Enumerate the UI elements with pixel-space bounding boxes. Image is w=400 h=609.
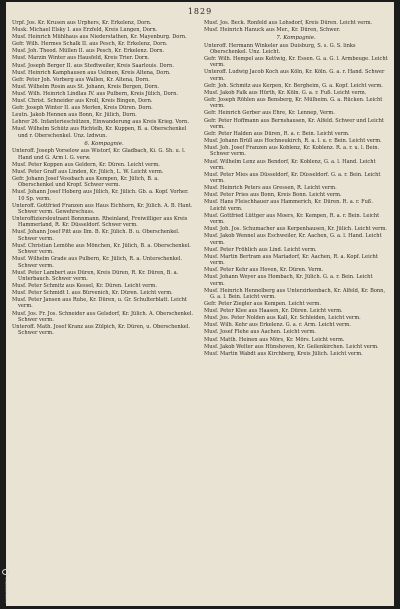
list-entry: Unteroff. Math. Josef Kranz aus Zülpich, Kr. Düren, u. Oberschenkel. Schwer verm. — [12, 323, 191, 337]
list-entry: Musf. Marzin Winter aus Hausfeld, Kreis Trier. Dorn. — [12, 55, 150, 62]
list-entry: Musf. Heinrich Kamphausen aus Uelmen, Kreis Altena, Dorn. — [12, 69, 171, 76]
list-entry: Musf. Joseph Berger II. aus Stedtweiler, Kreis Saarlouis. Dorn. — [12, 62, 174, 69]
list-entry: Musf. Jakob Welter aus Hünshoven, Kr. Geilenkirchen. Leicht verm. — [204, 343, 379, 350]
list-entry: Musf. Jakob Falk aus Hürth, Kr. Köln. G. a. r. Fuß. Leicht verm. — [204, 89, 367, 96]
library-seal-icon — [2, 569, 10, 575]
list-entry: Unteroff. Hermann Winkeler aus Duisburg, S. s. G. S. links Oberschenkel. Unz. Leicht. — [204, 42, 356, 55]
list-entry: Musf. Johann Brüll aus Hochneukirch, R. a. l. u. r. Bein. Leicht verm. — [204, 138, 382, 145]
list-entry: Musf. Heinrich Peters aus Gressen, R. Leicht verm. — [204, 185, 337, 192]
section-heading: 7. Kompagnie. — [276, 35, 316, 42]
document-page — [6, 2, 394, 606]
list-entry: Musf. Wilhelm Rosin aus St. Johann, Kreis Bergen, Dorn. — [12, 83, 160, 90]
list-entry: Musf. Josef Flehe aus Aachen. Leicht verm. — [204, 329, 316, 336]
list-entry: Unteroff. Ludwig Jacob Koch aus Köln, Kr. Köln. G. a. r. Hand. Schwer verm. — [204, 69, 385, 82]
list-entry: Gefr. Peter Joh. Vorberg aus Wallen, Kr. Altena, Dorn. — [12, 76, 150, 83]
list-entry: Unteroff. Joseph Vorselow aus Wistorf, Kr. Gladbach, Ki. G. Sh. u. l. Hand und G. Arm l. G. verw. — [12, 148, 186, 161]
page-number: 1829 — [187, 7, 213, 16]
list-entry: Musf. Peter Fröhlich aus Lind. Leicht verm. — [204, 246, 317, 253]
list-entry: Musf. Peter Graff aus Linden, Kr. Jülich, L. W. Leicht verm. — [12, 168, 164, 175]
list-entry: Gefr. Heinrich Gerber aus Ehre, Kr. Lennep, Verm. — [204, 110, 335, 117]
list-entry: Musf. Peter Koppen aus Geldern, Kr. Düren. Leicht verm. — [12, 161, 160, 168]
list-entry: Musf. Johann Weyer aus Hombach, Kr. Jülich. G. a. r. Bein. Leicht verm. — [204, 274, 373, 287]
list-entry: Musf. Johann Josef Hoberg aus Jülich, Kr. Jülich. Gb. a. Kopf. Vorher. 10 Sp. verm. — [12, 189, 189, 202]
list-entry: Musf. Wilhelm Grade aus Pulbern, Kr. Jülich, R. a. Unterschenkel. Schwer verm. — [12, 256, 183, 269]
list-entry: Musf. Johann Josef Pitt aus Ilm. B. Kr. Jülich. B. u. Oberschenkel. Schwer verm. — [12, 229, 180, 242]
list-entry: Musf. Jos. Peter Nolden aus Kall, Kr. Schleiden, Leicht verm. — [204, 315, 361, 322]
list-entry: Musf. Wilh. Heinrich Lindlau IV. aus Pulbern, Kreis Jülich, Dorn. — [12, 90, 178, 97]
library-logo-text: Landesbibliothek — [4, 577, 8, 603]
list-entry: Musf. Gottfried Lüttger aus Moers, Kr. Kempen, R. a. r. Bein. Leicht verm. — [204, 212, 380, 226]
list-entry: Musf. Jakob Wennel aus Eschweiler, Kr. Aachen, G. a. l. Hand. Leicht verm. — [204, 233, 382, 246]
list-entry: Musf. Heinrich Mühlhaus aus Niederstathen, Kr. Mayenburg. Dorn. — [12, 34, 187, 41]
list-entry: Unteroffiziersleutnant Bonnmann. Rheinland, Freiwilliger aus Kreis Hammerland, R. Kr. Düsseldorf. Schwer verm. — [12, 216, 188, 229]
list-entry: Leutn. Jakob Hennen aus Bonn, Kr. Jülich, Dorn. — [12, 112, 137, 119]
list-entry: Musk. Michael Elsky I. aus Erzfeld, Kreis Lungen, Dorn. — [12, 27, 158, 34]
list-entry: Gefr. Joseph Winter II. aus Merlen, Kreis Düren. Dorn. — [12, 105, 153, 112]
list-entry: Musf. Peter Lambert aus Düren, Kreis Düren, R. Kr. Düren, B. a. Unterbauch. Schwer verm. — [12, 269, 179, 282]
list-entry: Gefr. Wilh. Hermes Schalk II. aus Pesch, Kr. Erkelenz, Dorn. — [12, 41, 168, 48]
list-entry: Musf. Martin Bertram aus Mariadorf, Kr. Aachen, R. a. Kopf. Leicht verm. — [204, 253, 378, 267]
list-entry: Musf. Wilhelm Schütz aus Richtelb, Kr. Kuppen, B. a. Oberschenkel und r. Oberschenkel. Unz. lzdwun. — [12, 126, 187, 139]
list-entry: Musf. Jos. Beck. Ronfeld aus Lohsdorf, Kreis Düren. Leicht verm. — [204, 20, 373, 26]
library-logo — [0, 569, 12, 603]
list-entry: Musf. Peter Kehr aus Hoven, Kr. Düren. Verm. — [204, 267, 324, 274]
list-entry: Musf. Peter Klee aus Haasen, Kr. Düren. Leicht verm. — [204, 308, 343, 315]
list-entry: Gefr. Peter Ziegler aus Kempen. Leicht verm. — [204, 301, 322, 308]
list-entry: Musf. Wilh. Kehr aus Erkelenz. G. a. r. Arm. Leicht verm. — [204, 322, 351, 329]
list-entry: Musf. Peter Pries aus Bonn, Kreis Bonn. Leicht verm. — [204, 192, 342, 199]
list-entry: Musf. Joh. Jos. Schumacher aus Kerpenhausen, Kr. Jülich. Leicht verm. — [204, 226, 388, 233]
section-heading: 6. Kompagnie. — [84, 141, 124, 147]
list-entry: Musf. Joh. Theod. Müllen II. aus Pesch, Kr. Erkelenz. Dorn. — [12, 48, 165, 55]
list-entry: Gefr. Joseph Röhlen aus Bensberg, Kr. Mülheim. G. a. Rücken. Leicht verm. — [204, 97, 383, 110]
list-entry: Musf. Peter Schmidt I. aus Bürvenich, Kr. Düren. Leicht verm. — [12, 290, 173, 297]
list-entry: Musf. Joh. Josef Franzen aus Koblenz, Kr. Koblenz. R. a. r. u. l. Bein. Schwer verm. — [204, 145, 380, 158]
list-entry: Musf. Christ. Schneider aus Kroll, Kreis Bingen, Dorn. — [12, 98, 153, 105]
list-entry: Musf. Peter Mies aus Düsseldorf, Kr. Düsseldorf. G. a. r. Bein. Leicht verm. — [204, 171, 381, 185]
list-entry: Musf. Christian Lemöhe aus Mönchen, Kr. Jülich, B. a. Oberschenkel. Schwer verm. — [12, 242, 191, 256]
list-entry: Gefr. Wilh. Hempel aus Kettwig, Kr. Essen. G. a. G. l. Armbeuge. Leicht verm. — [204, 56, 388, 69]
list-entry: Lehrer 26. Infanterieschützen, Einwanderung aus Kreis Krieg. Vorn. — [12, 119, 189, 126]
left-column — [12, 20, 196, 358]
list-entry: Musf. Jos. Fr. Jos. Schneider aus Gelsdorf, Kr. Jülich. A. Oberschenkel. Schwer verm. — [12, 310, 194, 323]
list-entry: Gefr. Johann Josef Vossbach aus Kempen, Kr. Jülich, B. a. Oberschenkel und Kropf. Schwer verm. — [12, 175, 159, 189]
list-entry: Urpf. Jos. Kr. Krusen aus Urphers, Kr. Erkelenz, Dorn. — [12, 20, 152, 26]
list-entry: Musf. Peter Schmitz aus Kessel, Kr. Düren. Leicht verm. — [12, 283, 158, 289]
list-entry: Musf. Martin Wabdt aus Kirchberg, Kreis Jülich. Leicht verm. — [204, 350, 363, 357]
list-entry: Musf. Heinrich Hanuck aus Mer., Kr. Düren, Schwer. — [204, 27, 341, 34]
right-column — [204, 20, 388, 358]
list-entry: Musf. Matth. Heinen aus Mörs, Kr. Mörs. Leicht verm. — [204, 336, 345, 343]
list-entry: Gefr. Joh. Schmitz aus Kerpen, Kr. Bergheim, G. a. Kopf. Leicht verm. — [204, 82, 383, 89]
list-entry: Gefr. Peter Halden aus Düren, R. a. r. Bein. Leicht verm. — [204, 130, 350, 137]
columns — [12, 20, 388, 358]
list-entry: Musf. Peter Jansen aus Ruhe, Kr. Düren, u. Gr. Schulterblatt. Leicht verm. — [12, 297, 187, 310]
list-entry: Unteroff. Gottfried Franzen aus Haus Eichhorn, Kr. Jülich. A. B. Hant. Schwer verm. Gewehrschuss. — [12, 202, 193, 215]
list-entry: Gefr. Peter Hoffmann aus Bernshausen, Kr. Alfeld. Schwer und Leicht verm. — [204, 117, 384, 130]
list-entry: Musf. Hans Fleischhauer aus Hammerich, Kr. Düren. R. a. r. Fuß. Leicht verm. — [204, 199, 373, 212]
list-entry: Musf. Heinrich Hennelberg aus Unterzirkenbach, Kr. Alfeld, Kr. Bonn, G. a. l. Bein. Leicht verm. — [204, 287, 386, 300]
list-entry: Musf. Wilhelm Lenz aus Bendorf, Kr. Koblenz, G. a. l. Hand. Leicht verm. — [204, 158, 376, 171]
